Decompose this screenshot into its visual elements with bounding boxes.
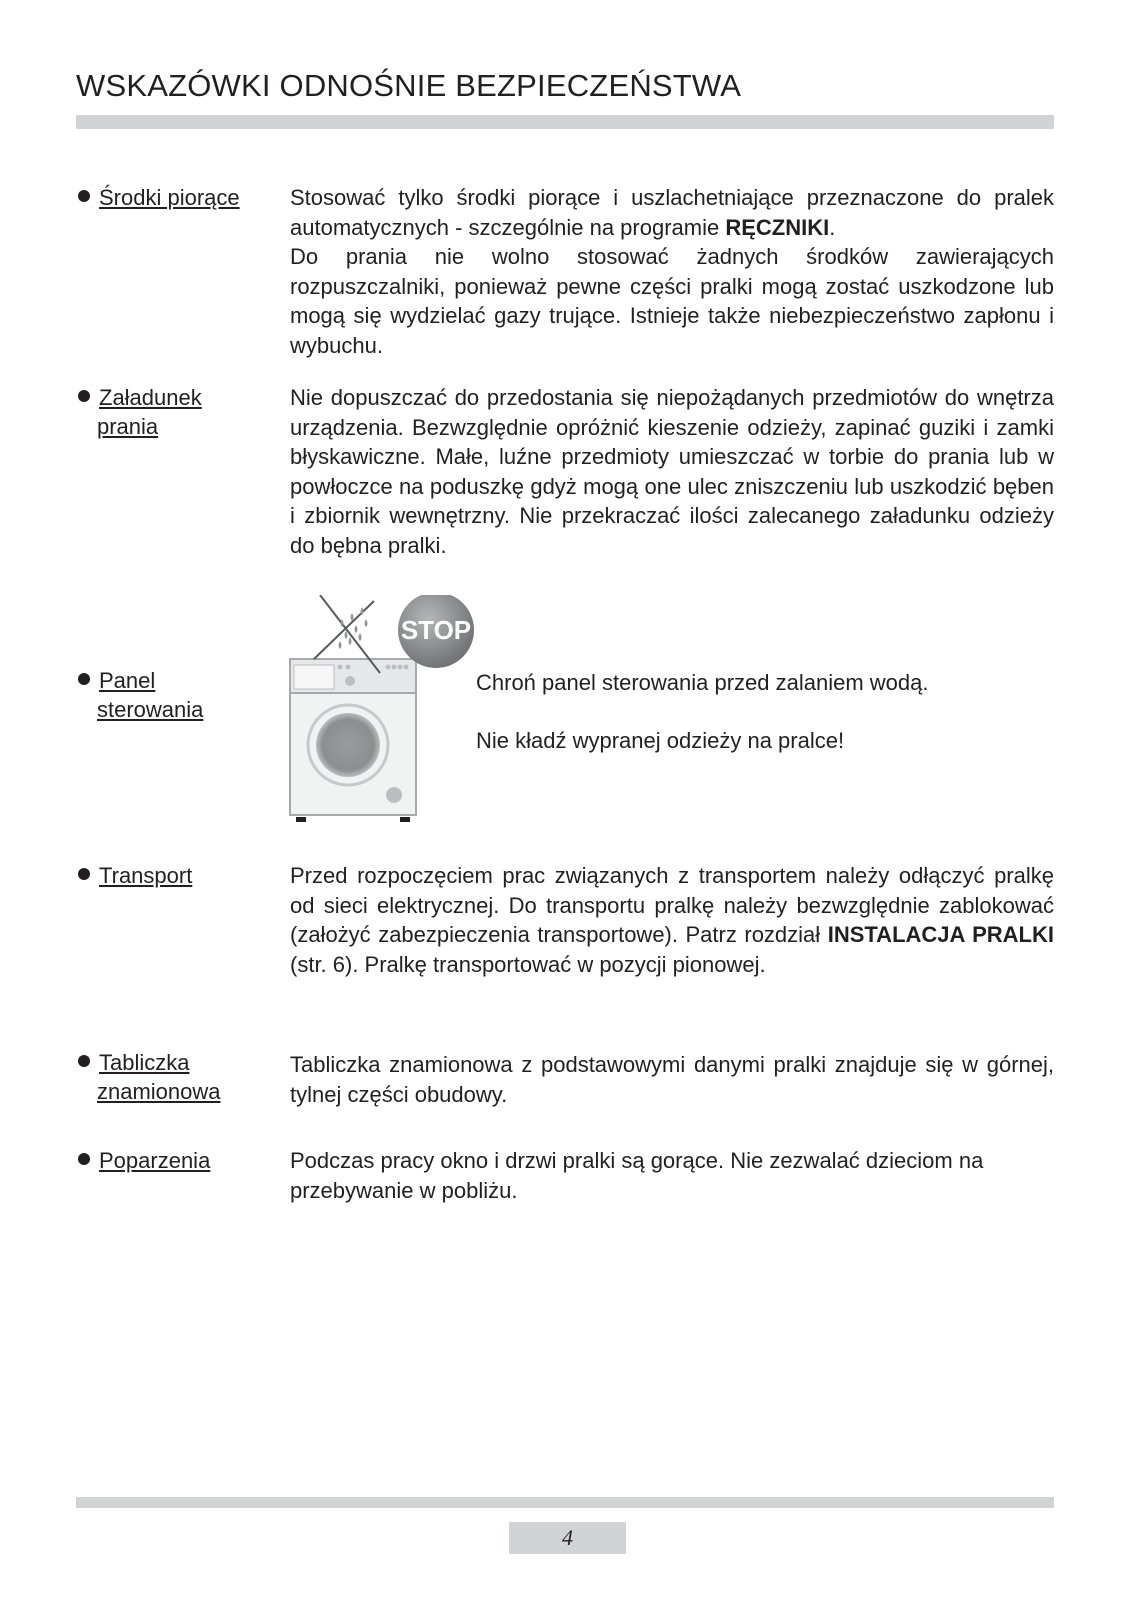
bullet-icon <box>78 868 90 880</box>
text-transport: Przed rozpoczęciem prac związanych z transportem należy odłączyć pralkę od sieci elektrycznej. Do transportu pralkę należy bezwzględnie zablokować (założyć zabezpieczenia transportowe). Patrz rozdział INSTALACJA PRALKI (str. 6). Pralkę transportować w pozycji pionowej. <box>290 863 1054 977</box>
label-transport: Transport <box>78 861 192 890</box>
bullet-icon <box>78 1153 90 1165</box>
text-detergents: Stosować tylko środki piorące i uszlachetniające przeznaczone do pralek automatycznych - szczególnie na programie RĘCZNIKI. Do prania nie wolno stosować żadnych środków zawierających rozpuszczalniki, ponieważ pewne części pralki mogą zostać uszkodzone lub mogą się wydzielać gazy trujące. Istnieje także niebezpieczeństwo zapłonu i wybuchu. <box>290 185 1054 358</box>
washing-machine-stop-illustration <box>284 595 494 845</box>
header-rule <box>76 115 1054 129</box>
bullet-icon <box>78 390 90 402</box>
label-loading: Załadunek prania <box>78 383 202 441</box>
text-burns: Podczas pracy okno i drzwi pralki są gorące. Nie zezwalać dzieciom na przebywanie w pobliżu. <box>290 1148 984 1203</box>
bullet-icon <box>78 1055 90 1067</box>
text-rating-plate: Tabliczka znamionowa z podstawowymi danymi pralki znajduje się w górnej, tylnej części obudowy. <box>290 1052 1054 1107</box>
label-panel: Panel sterowania <box>78 666 203 724</box>
washing-machine-icon <box>284 595 494 845</box>
page-title: WSKAZÓWKI ODNOŚNIE BEZPIECZEŃSTWA <box>76 68 742 103</box>
label-detergents: Środki piorące <box>78 183 240 212</box>
label-burns: Poparzenia <box>78 1146 210 1175</box>
label-rating-plate: Tabliczka znamionowa <box>78 1048 221 1106</box>
text-loading: Nie dopuszczać do przedostania się niepożądanych przedmiotów do wnętrza urządzenia. Bezwzględnie opróżnić kieszenie odzieży, zapinać guziki i zamki błyskawiczne. Małe, luźne przedmioty umieszczać w torbie do prania lub w powłoczce na poduszkę gdyż mogą one ulec zniszczeniu lub uszkodzić bęben i zbiornik wewnętrzny. Nie przekraczać ilości zalecanego załadunku odzieży do bębna pralki. <box>290 385 1054 558</box>
text-panel: Chroń panel sterowania przed zalaniem wodą. Nie kładź wypranej odzieży na pralce! <box>476 670 929 753</box>
stop-sign-text: STOP <box>400 615 472 645</box>
bullet-icon <box>78 190 90 202</box>
bullet-icon <box>78 673 90 685</box>
page-number: 4 <box>509 1522 626 1554</box>
footer-rule <box>76 1497 1054 1508</box>
